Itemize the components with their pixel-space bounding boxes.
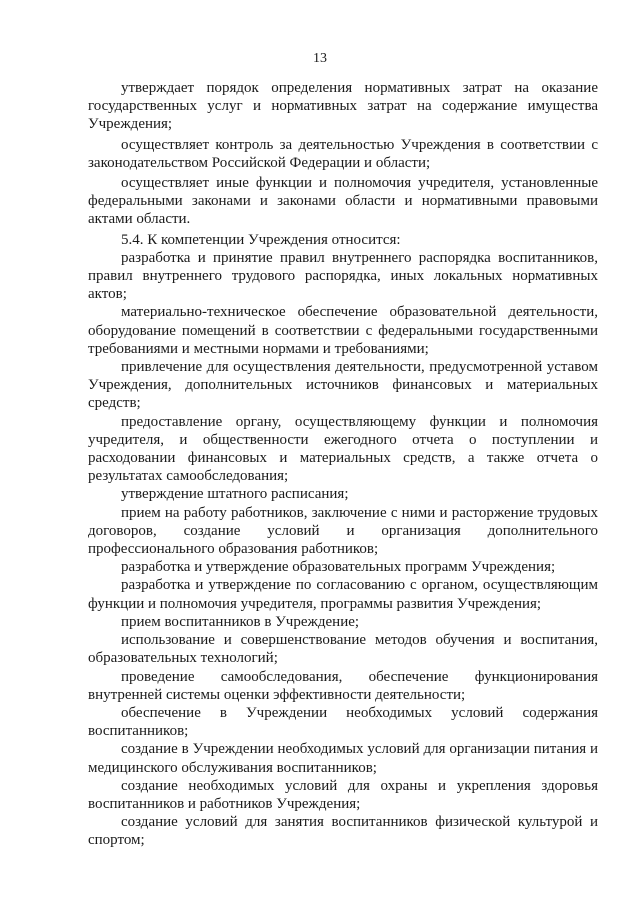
paragraph: утверждение штатного расписания; [121, 486, 349, 503]
paragraph: разработка и принятие правил внутреннего распорядка воспитанников, правил внутреннего трудового распорядка, иных локальных нормативных актов; [88, 249, 598, 303]
paragraph: проведение самообследования, обеспечение функционирования внутренней системы оценки эффективности деятельности; [88, 668, 598, 703]
paragraph: использование и совершенствование методов обучения и воспитания, образовательных технологий; [88, 632, 598, 667]
paragraph: создание условий для занятия воспитанников физической культурой и спортом; [88, 814, 598, 849]
paragraph: прием воспитанников в Учреждение; [121, 613, 360, 630]
paragraph: осуществляет иные функции и полномочия учредителя, установленные федеральными законами и законами области и нормативными правовыми актами области. [88, 175, 598, 228]
paragraph: обеспечение в Учреждении необходимых условий содержания воспитанников; [88, 704, 598, 740]
paragraph: привлечение для осуществления деятельности, предусмотренной уставом Учреждения, дополнительных источников финансовых и материальных средств; [88, 359, 598, 412]
paragraph: прием на работу работников, заключение с ними и расторжение трудовых договоров, создание условий и организация дополнительного профессионального образования работников; [88, 504, 598, 558]
paragraph: материально-техническое обеспечение образовательной деятельности, оборудование помещений в соответствии с федеральными государственными требованиями и местными нормами и требованиями; [88, 304, 598, 357]
paragraph: предоставление органу, осуществляющему функции и полномочия учредителя, и общественности ежегодного отчета о поступлении и расходовании финансовых и материальных средств, а также отчета о результатах самообследования; [88, 413, 598, 485]
paragraph: создание в Учреждении необходимых условий для организации питания и медицинского обслуживания воспитанников; [88, 741, 598, 776]
document-body [88, 79, 598, 850]
paragraph: осуществляет контроль за деятельностью Учреждения в соответствии с законодательством Российской Федерации и области; [88, 136, 598, 171]
paragraph: разработка и утверждение образовательных программ Учреждения; [121, 559, 556, 576]
paragraph: создание необходимых условий для охраны и укрепления здоровья воспитанников и работников Учреждения; [88, 777, 598, 812]
page-number: 13 [313, 51, 327, 66]
paragraph: утверждает порядок определения нормативных затрат на оказание государственных услуг и нормативных затрат на содержание имущества Учреждения; [88, 80, 598, 133]
section-heading: 5.4. К компетенции Учреждения относится: [121, 231, 401, 248]
paragraph: разработка и утверждение по согласованию с органом, осуществляющим функции и полномочия учредителя, программы развития Учреждения; [88, 577, 598, 612]
